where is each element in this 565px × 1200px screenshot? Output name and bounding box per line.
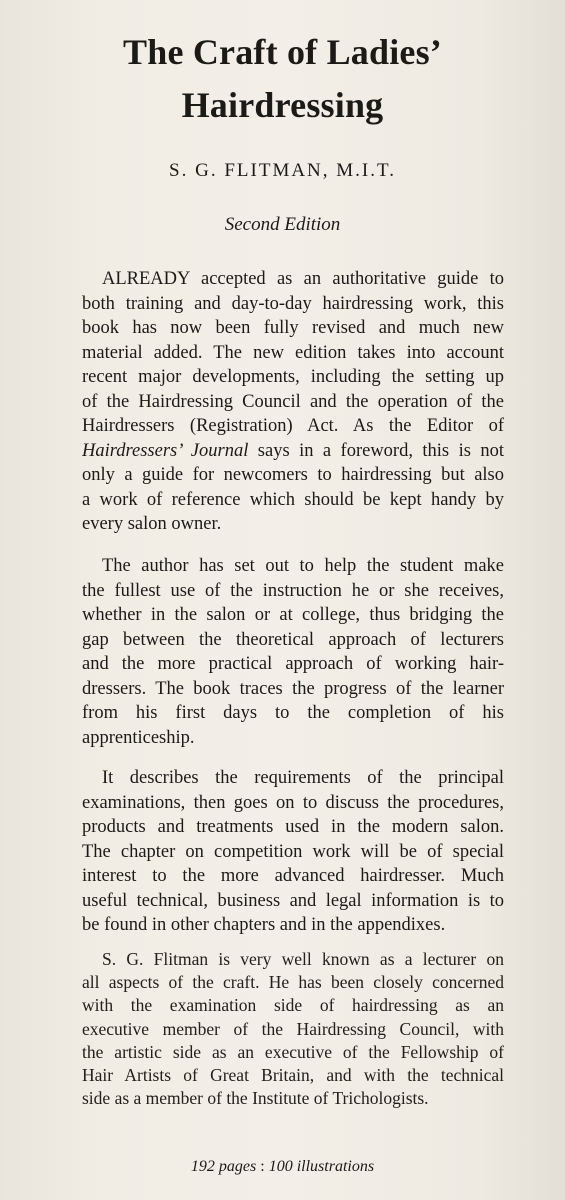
text-line: of the Hairdressing Council and the operation of the [82, 391, 504, 412]
edition-label: Second Edition [224, 214, 341, 235]
journal-name: Hairdressers’ Journal [82, 440, 249, 461]
text-line: dressers. The book traces the progress of the learner [82, 678, 504, 699]
text-line: both training and day-to-day hairdressing work, this [82, 293, 504, 314]
text-line: products and treatments used in the modern salon. [82, 817, 504, 837]
text-line: be found in other chapters and in the appendixes. [82, 915, 446, 935]
text-line: It describes the requirements of the principal [102, 768, 504, 788]
text-line: recent major developments, including the setting up [82, 367, 504, 387]
book-title-line-2: Hairdressing [181, 85, 384, 125]
text-line: from his first days to the completion of his [82, 703, 504, 723]
text-line: material added. The new edition takes into account [82, 342, 504, 363]
text-line: S. G. Flitman is very well known as a lecturer on [102, 949, 504, 969]
text-line: only a guide for newcomers to hairdressing but also [82, 465, 504, 485]
text-line: useful technical, business and legal information is to [82, 890, 504, 911]
text-line: side as a member of the Institute of Trichologists. [82, 1088, 429, 1109]
text-line: Hair Artists of Great Britain, and with the technical [82, 1064, 504, 1085]
text-line: whether in the salon or at college, thus bridging the [82, 605, 504, 625]
text-line: gap between the theoretical approach of lecturers [82, 629, 504, 650]
text-line: every salon owner. [82, 514, 222, 534]
page-count: 192 pages [190, 1158, 257, 1175]
author-bio-paragraph [82, 948, 504, 1110]
description-paragraph-1 [82, 267, 504, 537]
text-line: apprenticeship. [82, 727, 195, 748]
author-name: S. G. FLITMAN, M.I.T. [169, 160, 396, 181]
description-paragraph-2 [82, 554, 504, 750]
text-line: book has now been fully revised and much new [82, 318, 504, 338]
text-line: examinations, then goes on to discuss the procedures, [82, 792, 504, 813]
text-line: ALREADY accepted as an authoritative guide to [102, 269, 504, 289]
text-line-with-journal [82, 439, 504, 464]
book-title-line-1: The Craft of Ladies’ [123, 32, 442, 72]
text-line: the fullest use of the instruction he or she receives, [82, 580, 504, 601]
text-line: all aspects of the craft. He has been closely concerned [82, 972, 504, 993]
description-paragraph-3 [82, 766, 504, 938]
text-line: the artistic side as an executive of the Fellowship of [82, 1041, 504, 1062]
text-line: with the examination side of hairdressing as an [82, 995, 504, 1016]
text-line: executive member of the Hairdressing Council, with [82, 1018, 504, 1039]
text-line: and the more practical approach of working hair- [82, 654, 504, 674]
text-line: a work of reference which should be kept handy by [82, 489, 504, 510]
text-line: The chapter on competition work will be of special [82, 841, 504, 862]
text-line: Hairdressers (Registration) Act. As the Editor of [82, 416, 504, 436]
footer-separator: : [260, 1158, 265, 1175]
illustration-count: 100 illustrations [268, 1158, 375, 1175]
page-count-footer [0, 1158, 565, 1176]
text-line: The author has set out to help the student make [102, 556, 504, 576]
text-line-rest: says in a foreword, this is not [257, 440, 504, 461]
text-line: interest to the more advanced hairdresser. Much [82, 866, 504, 886]
